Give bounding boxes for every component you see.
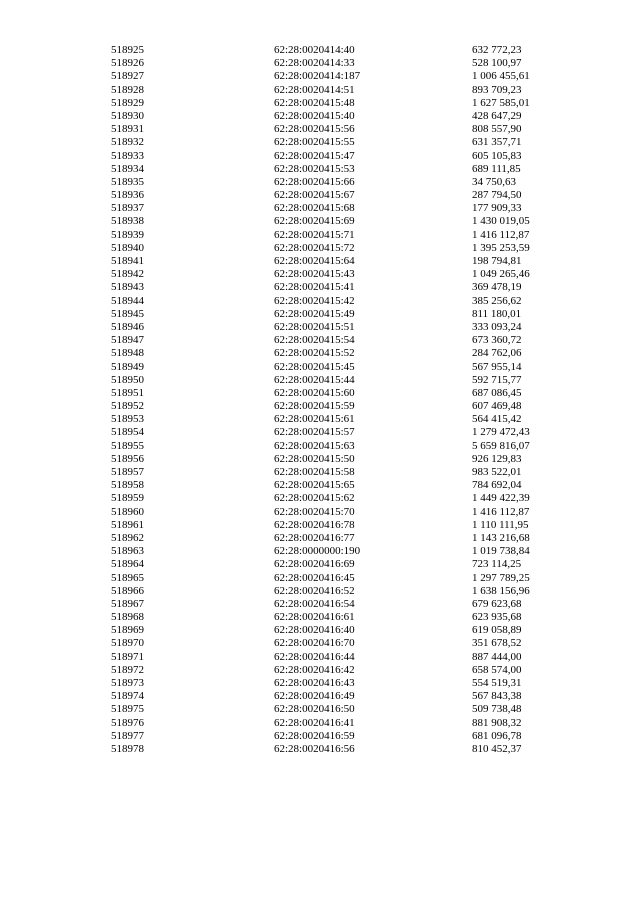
cadastral-number-cell: 62:28:0020415:68 [274, 202, 355, 215]
row-number-cell: 518972 [111, 663, 144, 676]
table-row [0, 492, 640, 505]
cadastral-number-cell: 62:28:0020415:43 [274, 268, 355, 281]
amount-cell: 808 557,90 [472, 123, 522, 136]
amount-cell: 351 678,52 [472, 637, 522, 650]
amount-cell: 1 416 112,87 [472, 228, 530, 241]
amount-cell: 1 395 253,59 [472, 241, 530, 254]
amount-cell: 681 096,78 [472, 729, 522, 742]
table-row [0, 624, 640, 637]
amount-cell: 564 415,42 [472, 413, 522, 426]
table-row [0, 703, 640, 716]
row-number-cell: 518967 [111, 597, 144, 610]
cadastral-number-cell: 62:28:0020415:56 [274, 123, 355, 136]
cadastral-number-cell: 62:28:0020416:42 [274, 663, 355, 676]
row-number-cell: 518942 [111, 268, 144, 281]
row-number-cell: 518961 [111, 518, 144, 531]
amount-cell: 1 279 472,43 [472, 426, 530, 439]
row-number-cell: 518970 [111, 637, 144, 650]
row-number-cell: 518930 [111, 109, 144, 122]
amount-cell: 284 762,06 [472, 347, 522, 360]
cadastral-number-cell: 62:28:0020416:44 [274, 650, 355, 663]
row-number-cell: 518947 [111, 334, 144, 347]
amount-cell: 679 623,68 [472, 597, 522, 610]
cadastral-number-cell: 62:28:0020415:44 [274, 373, 355, 386]
row-number-cell: 518976 [111, 716, 144, 729]
cadastral-number-cell: 62:28:0020415:62 [274, 492, 355, 505]
row-number-cell: 518975 [111, 703, 144, 716]
row-number-cell: 518933 [111, 149, 144, 162]
row-number-cell: 518966 [111, 584, 144, 597]
cadastral-number-cell: 62:28:0020416:69 [274, 558, 355, 571]
table-row [0, 295, 640, 308]
table-row [0, 677, 640, 690]
amount-cell: 567 843,38 [472, 690, 522, 703]
row-number-cell: 518968 [111, 611, 144, 624]
table-row [0, 519, 640, 532]
row-number-cell: 518934 [111, 162, 144, 175]
cadastral-number-cell: 62:28:0020416:41 [274, 716, 355, 729]
row-number-cell: 518927 [111, 70, 144, 83]
row-number-cell: 518977 [111, 729, 144, 742]
amount-cell: 428 647,29 [472, 109, 522, 122]
row-number-cell: 518949 [111, 360, 144, 373]
cadastral-number-cell: 62:28:0020415:70 [274, 505, 355, 518]
amount-cell: 623 935,68 [472, 611, 522, 624]
amount-cell: 1 143 216,68 [472, 531, 530, 544]
row-number-cell: 518965 [111, 571, 144, 584]
table-row [0, 598, 640, 611]
amount-cell: 385 256,62 [472, 294, 522, 307]
cadastral-number-cell: 62:28:0020415:60 [274, 386, 355, 399]
table-row [0, 426, 640, 439]
table-row [0, 70, 640, 83]
amount-cell: 567 955,14 [472, 360, 522, 373]
cadastral-number-cell: 62:28:0020416:56 [274, 742, 355, 755]
table-row [0, 189, 640, 202]
cadastral-number-cell: 62:28:0020415:41 [274, 281, 355, 294]
table-row [0, 717, 640, 730]
row-number-cell: 518954 [111, 426, 144, 439]
amount-cell: 607 469,48 [472, 400, 522, 413]
row-number-cell: 518931 [111, 123, 144, 136]
row-number-cell: 518969 [111, 624, 144, 637]
table-row [0, 572, 640, 585]
cadastral-number-cell: 62:28:0020415:40 [274, 109, 355, 122]
row-number-cell: 518940 [111, 241, 144, 254]
row-number-cell: 518964 [111, 558, 144, 571]
table-row [0, 361, 640, 374]
cadastral-number-cell: 62:28:0020415:64 [274, 255, 355, 267]
table-row [0, 57, 640, 70]
cadastral-number-cell: 62:28:0020416:78 [274, 518, 355, 531]
table-row [0, 308, 640, 321]
amount-cell: 631 357,71 [472, 136, 522, 149]
row-number-cell: 518958 [111, 479, 144, 492]
table-row [0, 97, 640, 110]
row-number-cell: 518928 [111, 83, 144, 96]
table-row [0, 611, 640, 624]
cadastral-number-cell: 62:28:0020415:48 [274, 96, 355, 109]
amount-cell: 1 430 019,05 [472, 215, 530, 228]
cadastral-number-cell: 62:28:0020416:50 [274, 703, 355, 716]
amount-cell: 1 019 738,84 [472, 545, 530, 558]
row-number-cell: 518960 [111, 505, 144, 518]
row-number-cell: 518939 [111, 228, 144, 241]
cadastral-number-cell: 62:28:0020416:70 [274, 637, 355, 650]
table-row [0, 387, 640, 400]
cadastral-number-cell: 62:28:0020415:61 [274, 413, 355, 426]
table-row [0, 545, 640, 558]
row-number-cell: 518953 [111, 413, 144, 426]
amount-cell: 687 086,45 [472, 386, 522, 399]
table-row [0, 229, 640, 242]
table-row [0, 466, 640, 479]
row-number-cell: 518929 [111, 96, 144, 109]
amount-cell: 554 519,31 [472, 677, 522, 689]
amount-cell: 784 692,04 [472, 479, 522, 492]
cadastral-number-cell: 62:28:0020415:65 [274, 479, 355, 492]
cadastral-number-cell: 62:28:0020415:45 [274, 360, 355, 373]
amount-cell: 811 180,01 [472, 307, 522, 320]
cadastral-number-cell: 62:28:0020414:51 [274, 83, 355, 96]
row-number-cell: 518962 [111, 531, 144, 544]
row-number-cell: 518937 [111, 202, 144, 215]
row-number-cell: 518943 [111, 281, 144, 294]
table-row [0, 347, 640, 360]
data-table [0, 44, 640, 756]
amount-cell: 1 627 585,01 [472, 96, 530, 109]
table-row [0, 479, 640, 492]
table-row [0, 413, 640, 426]
row-number-cell: 518951 [111, 386, 144, 399]
cadastral-number-cell: 62:28:0020415:67 [274, 189, 355, 202]
cadastral-number-cell: 62:28:0020416:52 [274, 584, 355, 597]
amount-cell: 723 114,25 [472, 558, 522, 571]
amount-cell: 592 715,77 [472, 373, 522, 386]
amount-cell: 689 111,85 [472, 162, 521, 175]
table-row [0, 176, 640, 189]
amount-cell: 369 478,19 [472, 281, 522, 294]
amount-cell: 509 738,48 [472, 703, 522, 716]
table-row [0, 743, 640, 756]
row-number-cell: 518952 [111, 400, 144, 413]
cadastral-number-cell: 62:28:0020416:61 [274, 611, 355, 624]
cadastral-number-cell: 62:28:0020415:57 [274, 426, 355, 439]
amount-cell: 1 049 265,46 [472, 268, 530, 281]
amount-cell: 926 129,83 [472, 452, 522, 465]
cadastral-number-cell: 62:28:0020416:40 [274, 624, 355, 637]
amount-cell: 528 100,97 [472, 57, 522, 70]
cadastral-number-cell: 62:28:0020415:55 [274, 136, 355, 149]
amount-cell: 1 638 156,96 [472, 584, 530, 597]
row-number-cell: 518948 [111, 347, 144, 360]
cadastral-number-cell: 62:28:0000000:190 [274, 545, 361, 558]
table-row [0, 453, 640, 466]
table-row [0, 255, 640, 268]
row-number-cell: 518959 [111, 492, 144, 505]
amount-cell: 983 522,01 [472, 466, 522, 478]
cadastral-number-cell: 62:28:0020415:42 [274, 294, 355, 307]
amount-cell: 881 908,32 [472, 716, 522, 729]
cadastral-number-cell: 62:28:0020415:53 [274, 162, 355, 175]
cadastral-number-cell: 62:28:0020414:187 [274, 70, 361, 83]
cadastral-number-cell: 62:28:0020416:43 [274, 677, 355, 689]
table-row [0, 136, 640, 149]
table-row [0, 110, 640, 123]
amount-cell: 1 297 789,25 [472, 571, 530, 584]
table-row [0, 400, 640, 413]
cadastral-number-cell: 62:28:0020414:33 [274, 57, 355, 70]
cadastral-number-cell: 62:28:0020416:77 [274, 531, 355, 544]
cadastral-number-cell: 62:28:0020415:71 [274, 228, 355, 241]
table-row [0, 268, 640, 281]
cadastral-number-cell: 62:28:0020416:59 [274, 729, 355, 742]
amount-cell: 5 659 816,07 [472, 439, 530, 452]
table-row [0, 651, 640, 664]
table-row [0, 664, 640, 677]
amount-cell: 1 416 112,87 [472, 505, 530, 518]
table-row [0, 215, 640, 228]
amount-cell: 287 794,50 [472, 189, 522, 202]
row-number-cell: 518956 [111, 452, 144, 465]
amount-cell: 605 105,83 [472, 149, 522, 162]
cadastral-number-cell: 62:28:0020415:47 [274, 149, 355, 162]
amount-cell: 177 909,33 [472, 202, 522, 215]
table-row [0, 281, 640, 294]
row-number-cell: 518941 [111, 255, 144, 267]
cadastral-number-cell: 62:28:0020414:40 [274, 44, 355, 56]
table-row [0, 374, 640, 387]
table-row [0, 690, 640, 703]
table-row [0, 202, 640, 215]
row-number-cell: 518932 [111, 136, 144, 149]
table-row [0, 558, 640, 571]
table-row [0, 150, 640, 163]
amount-cell: 673 360,72 [472, 334, 522, 347]
cadastral-number-cell: 62:28:0020415:54 [274, 334, 355, 347]
row-number-cell: 518945 [111, 307, 144, 320]
cadastral-number-cell: 62:28:0020415:59 [274, 400, 355, 413]
cadastral-number-cell: 62:28:0020415:72 [274, 241, 355, 254]
row-number-cell: 518974 [111, 690, 144, 703]
amount-cell: 893 709,23 [472, 83, 522, 96]
table-row [0, 334, 640, 347]
table-row [0, 532, 640, 545]
row-number-cell: 518938 [111, 215, 144, 228]
row-number-cell: 518936 [111, 189, 144, 202]
row-number-cell: 518955 [111, 439, 144, 452]
cadastral-number-cell: 62:28:0020415:58 [274, 466, 355, 478]
row-number-cell: 518925 [111, 44, 144, 56]
amount-cell: 1 006 455,61 [472, 70, 530, 83]
amount-cell: 1 110 111,95 [472, 518, 529, 531]
amount-cell: 658 574,00 [472, 663, 522, 676]
cadastral-number-cell: 62:28:0020416:45 [274, 571, 355, 584]
table-row [0, 440, 640, 453]
cadastral-number-cell: 62:28:0020416:54 [274, 597, 355, 610]
cadastral-number-cell: 62:28:0020415:50 [274, 452, 355, 465]
cadastral-number-cell: 62:28:0020415:66 [274, 175, 355, 188]
row-number-cell: 518950 [111, 373, 144, 386]
row-number-cell: 518926 [111, 57, 144, 70]
row-number-cell: 518944 [111, 294, 144, 307]
table-row [0, 506, 640, 519]
row-number-cell: 518957 [111, 466, 144, 478]
cadastral-number-cell: 62:28:0020415:52 [274, 347, 355, 360]
row-number-cell: 518935 [111, 175, 144, 188]
amount-cell: 333 093,24 [472, 320, 522, 333]
cadastral-number-cell: 62:28:0020415:49 [274, 307, 355, 320]
table-row [0, 84, 640, 97]
cadastral-number-cell: 62:28:0020415:51 [274, 320, 355, 333]
amount-cell: 887 444,00 [472, 650, 522, 663]
table-row [0, 242, 640, 255]
row-number-cell: 518971 [111, 650, 144, 663]
table-row [0, 585, 640, 598]
amount-cell: 1 449 422,39 [472, 492, 530, 505]
table-row [0, 123, 640, 136]
cadastral-number-cell: 62:28:0020416:49 [274, 690, 355, 703]
row-number-cell: 518963 [111, 545, 144, 558]
row-number-cell: 518946 [111, 320, 144, 333]
amount-cell: 632 772,23 [472, 44, 522, 56]
amount-cell: 810 452,37 [472, 742, 522, 755]
amount-cell: 198 794,81 [472, 255, 522, 267]
amount-cell: 619 058,89 [472, 624, 522, 637]
cadastral-number-cell: 62:28:0020415:69 [274, 215, 355, 228]
table-row [0, 321, 640, 334]
table-row [0, 730, 640, 743]
table-row [0, 163, 640, 176]
amount-cell: 34 750,63 [472, 175, 516, 188]
row-number-cell: 518978 [111, 742, 144, 755]
row-number-cell: 518973 [111, 677, 144, 689]
cadastral-number-cell: 62:28:0020415:63 [274, 439, 355, 452]
table-row [0, 44, 640, 57]
table-row [0, 637, 640, 650]
